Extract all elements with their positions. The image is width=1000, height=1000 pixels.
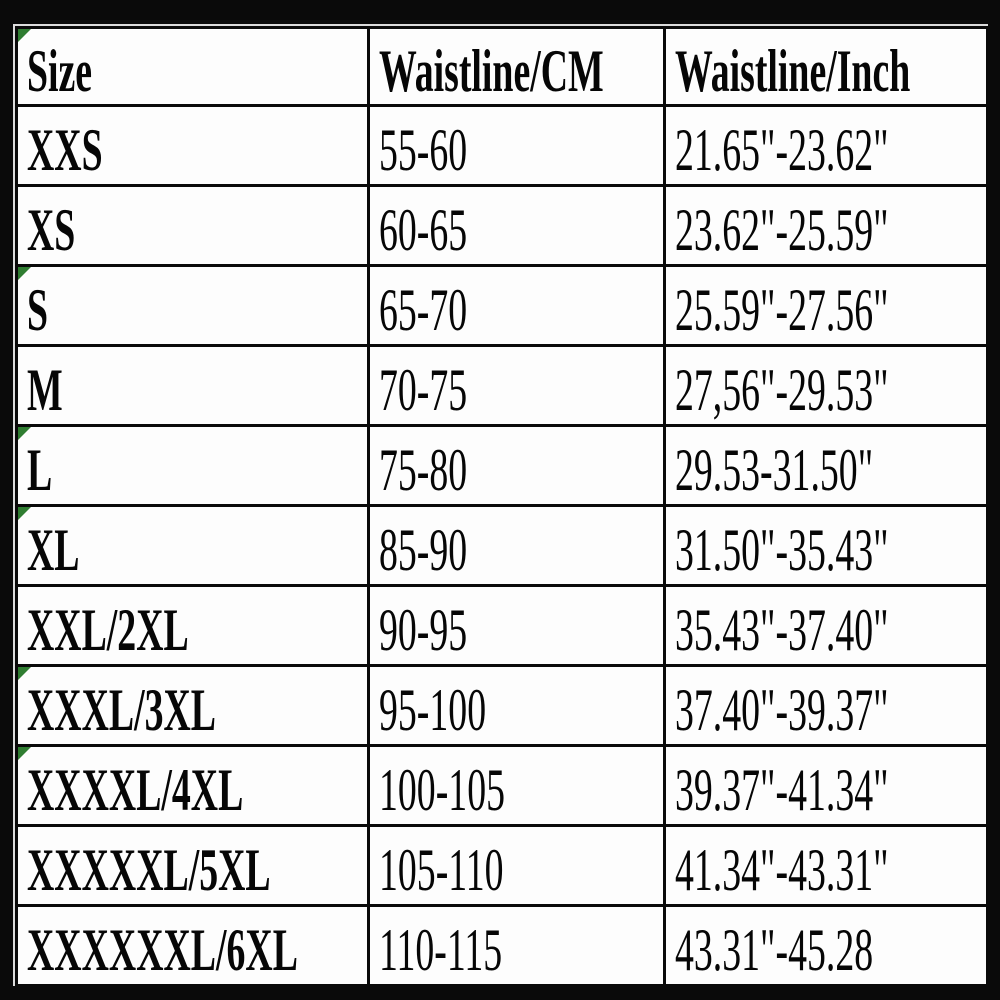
cm-cell	[369, 506, 665, 586]
size-cell	[17, 826, 369, 906]
inch-cell-text: 21.65"-23.62"	[675, 116, 889, 183]
size-cell	[17, 906, 369, 986]
size-cell	[17, 746, 369, 826]
size-cell-text: M	[27, 356, 63, 423]
cm-cell-text: 65-70	[379, 276, 468, 343]
header-cell-waistline-cm	[369, 28, 665, 106]
table-row	[17, 746, 988, 826]
size-cell	[17, 666, 369, 746]
cm-cell	[369, 106, 665, 186]
size-table-body	[17, 106, 988, 986]
table-row	[17, 426, 988, 506]
inch-cell	[665, 346, 988, 426]
cm-cell	[369, 346, 665, 426]
inch-cell-text: 29.53-31.50"	[675, 436, 874, 503]
cm-cell-text: 60-65	[379, 196, 468, 263]
cm-cell	[369, 266, 665, 346]
size-cell-text: XXXL/3XL	[27, 676, 217, 743]
inch-cell-text: 35.43"-37.40"	[675, 596, 889, 663]
header-cell-waistline-inch	[665, 28, 988, 106]
inch-cell-text: 23.62"-25.59"	[675, 196, 889, 263]
size-cell-text: L	[27, 436, 53, 503]
table-row	[17, 106, 988, 186]
cm-cell-text: 85-90	[379, 516, 468, 583]
cm-cell	[369, 426, 665, 506]
inch-cell-text: 43.31"-45.28	[675, 916, 874, 983]
cm-cell-text: 95-100	[379, 676, 487, 743]
cm-cell	[369, 826, 665, 906]
size-cell-text: XXXXXXL/6XL	[27, 916, 298, 983]
header-label-waistline-cm: Waistline/CM	[379, 37, 604, 104]
cm-cell	[369, 666, 665, 746]
inch-cell-text: 27,56"-29.53"	[675, 356, 889, 423]
size-cell-text: S	[27, 276, 49, 343]
table-row	[17, 266, 988, 346]
inch-cell	[665, 666, 988, 746]
inch-cell	[665, 906, 988, 986]
size-cell	[17, 266, 369, 346]
inch-cell	[665, 106, 988, 186]
table-row	[17, 586, 988, 666]
inch-cell	[665, 186, 988, 266]
size-cell-text: XXXXXL/5XL	[27, 836, 271, 903]
table-row	[17, 346, 988, 426]
table-row	[17, 906, 988, 986]
size-cell	[17, 506, 369, 586]
cm-cell	[369, 906, 665, 986]
size-cell	[17, 186, 369, 266]
header-label-waistline-inch: Waistline/Inch	[675, 37, 911, 104]
size-chart-table	[15, 26, 989, 987]
table-row	[17, 186, 988, 266]
size-cell	[17, 106, 369, 186]
inch-cell-text: 41.34"-43.31"	[675, 836, 889, 903]
cm-cell	[369, 586, 665, 666]
inch-cell	[665, 426, 988, 506]
cm-cell	[369, 186, 665, 266]
size-cell	[17, 426, 369, 506]
cm-cell-text: 105-110	[379, 836, 504, 903]
cm-cell-text: 90-95	[379, 596, 468, 663]
size-cell	[17, 586, 369, 666]
inch-cell	[665, 826, 988, 906]
inch-cell-text: 39.37"-41.34"	[675, 756, 889, 823]
table-row	[17, 506, 988, 586]
inch-cell	[665, 506, 988, 586]
size-cell-text: XS	[27, 196, 76, 263]
header-row	[17, 28, 988, 106]
size-cell-text: XXS	[27, 116, 103, 183]
table-row	[17, 826, 988, 906]
inch-cell-text: 25.59"-27.56"	[675, 276, 889, 343]
cm-cell-text: 70-75	[379, 356, 468, 423]
size-cell	[17, 346, 369, 426]
inch-cell-text: 31.50"-35.43"	[675, 516, 889, 583]
cm-cell-text: 100-105	[379, 756, 505, 823]
inch-cell	[665, 586, 988, 666]
cm-cell-text: 75-80	[379, 436, 468, 503]
cm-cell	[369, 746, 665, 826]
size-cell-text: XXXXL/4XL	[27, 756, 244, 823]
inch-cell-text: 37.40"-39.37"	[675, 676, 889, 743]
inch-cell	[665, 266, 988, 346]
header-label-size: Size	[27, 37, 93, 104]
size-cell-text: XL	[27, 516, 80, 583]
table-row	[17, 666, 988, 746]
size-cell-text: XXL/2XL	[27, 596, 189, 663]
inch-cell	[665, 746, 988, 826]
cm-cell-text: 110-115	[379, 916, 503, 983]
header-cell-size	[17, 28, 369, 106]
table-outline	[13, 24, 988, 986]
cm-cell-text: 55-60	[379, 116, 468, 183]
